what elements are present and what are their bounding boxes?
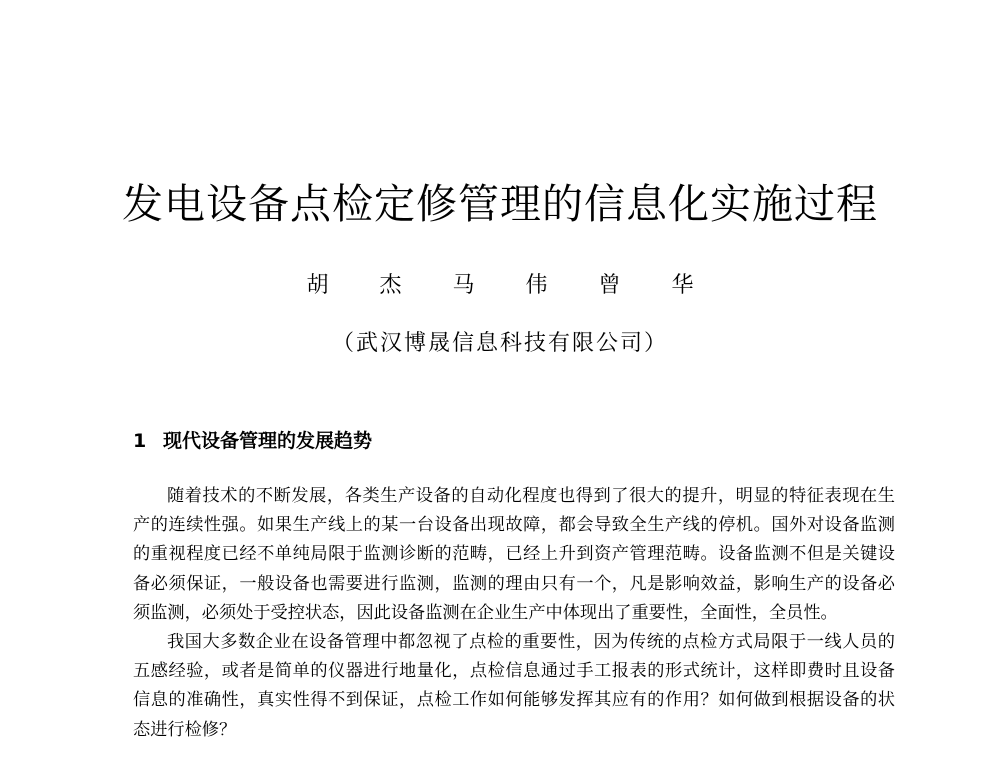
author-name: 伟 <box>525 273 548 298</box>
author-affiliation: （武汉博晟信息科技有限公司） <box>331 331 668 356</box>
author-name: 曾 <box>598 273 621 298</box>
paper-title: 发电设备点检定修管理的信息化实施过程 <box>122 180 878 228</box>
text-line: 五感经验，或者是简单的仪器进行地量化，点检信息通过手工报表的形式统计，这样即费时且设备 <box>133 661 895 682</box>
text-line: 产的连续性强。如果生产线上的某一台设备出现故障，都会导致全生产线的停机。国外对设备监测 <box>133 515 895 536</box>
paragraph <box>133 628 895 745</box>
text-line: 我国大多数企业在设备管理中都忽视了点检的重要性，因为传统的点检方式局限于一线人员的 <box>167 631 895 652</box>
author-name: 杰 <box>379 273 402 298</box>
text-line: 备必须保证，一般设备也需要进行监测，监测的理由只有一个，凡是影响效益，影响生产的设备必 <box>133 573 895 594</box>
author-name: 胡 <box>306 273 329 298</box>
text-line: 的重视程度已经不单纯局限于监测诊断的范畴，已经上升到资产管理范畴。设备监测不但是关键设 <box>133 544 895 565</box>
section-heading <box>133 428 372 454</box>
text-line: 态进行检修？ <box>133 719 237 740</box>
author-name: 马 <box>452 273 475 298</box>
section-number: 1 <box>133 430 147 452</box>
text-line: 信息的准确性，真实性得不到保证，点检工作如何能够发挥其应有的作用？如何做到根据设备的状 <box>133 690 895 711</box>
text-line: 须监测，必须处于受控状态，因此设备监测在企业生产中体现出了重要性，全面性，全员性。 <box>133 602 838 623</box>
body-text <box>133 482 895 745</box>
section-title: 现代设备管理的发展趋势 <box>163 430 373 452</box>
author-list <box>0 271 1000 301</box>
paragraph <box>133 482 895 628</box>
text-line: 随着技术的不断发展，各类生产设备的自动化程度也得到了很大的提升，明显的特征表现在生 <box>167 486 895 506</box>
author-name: 华 <box>671 273 694 298</box>
